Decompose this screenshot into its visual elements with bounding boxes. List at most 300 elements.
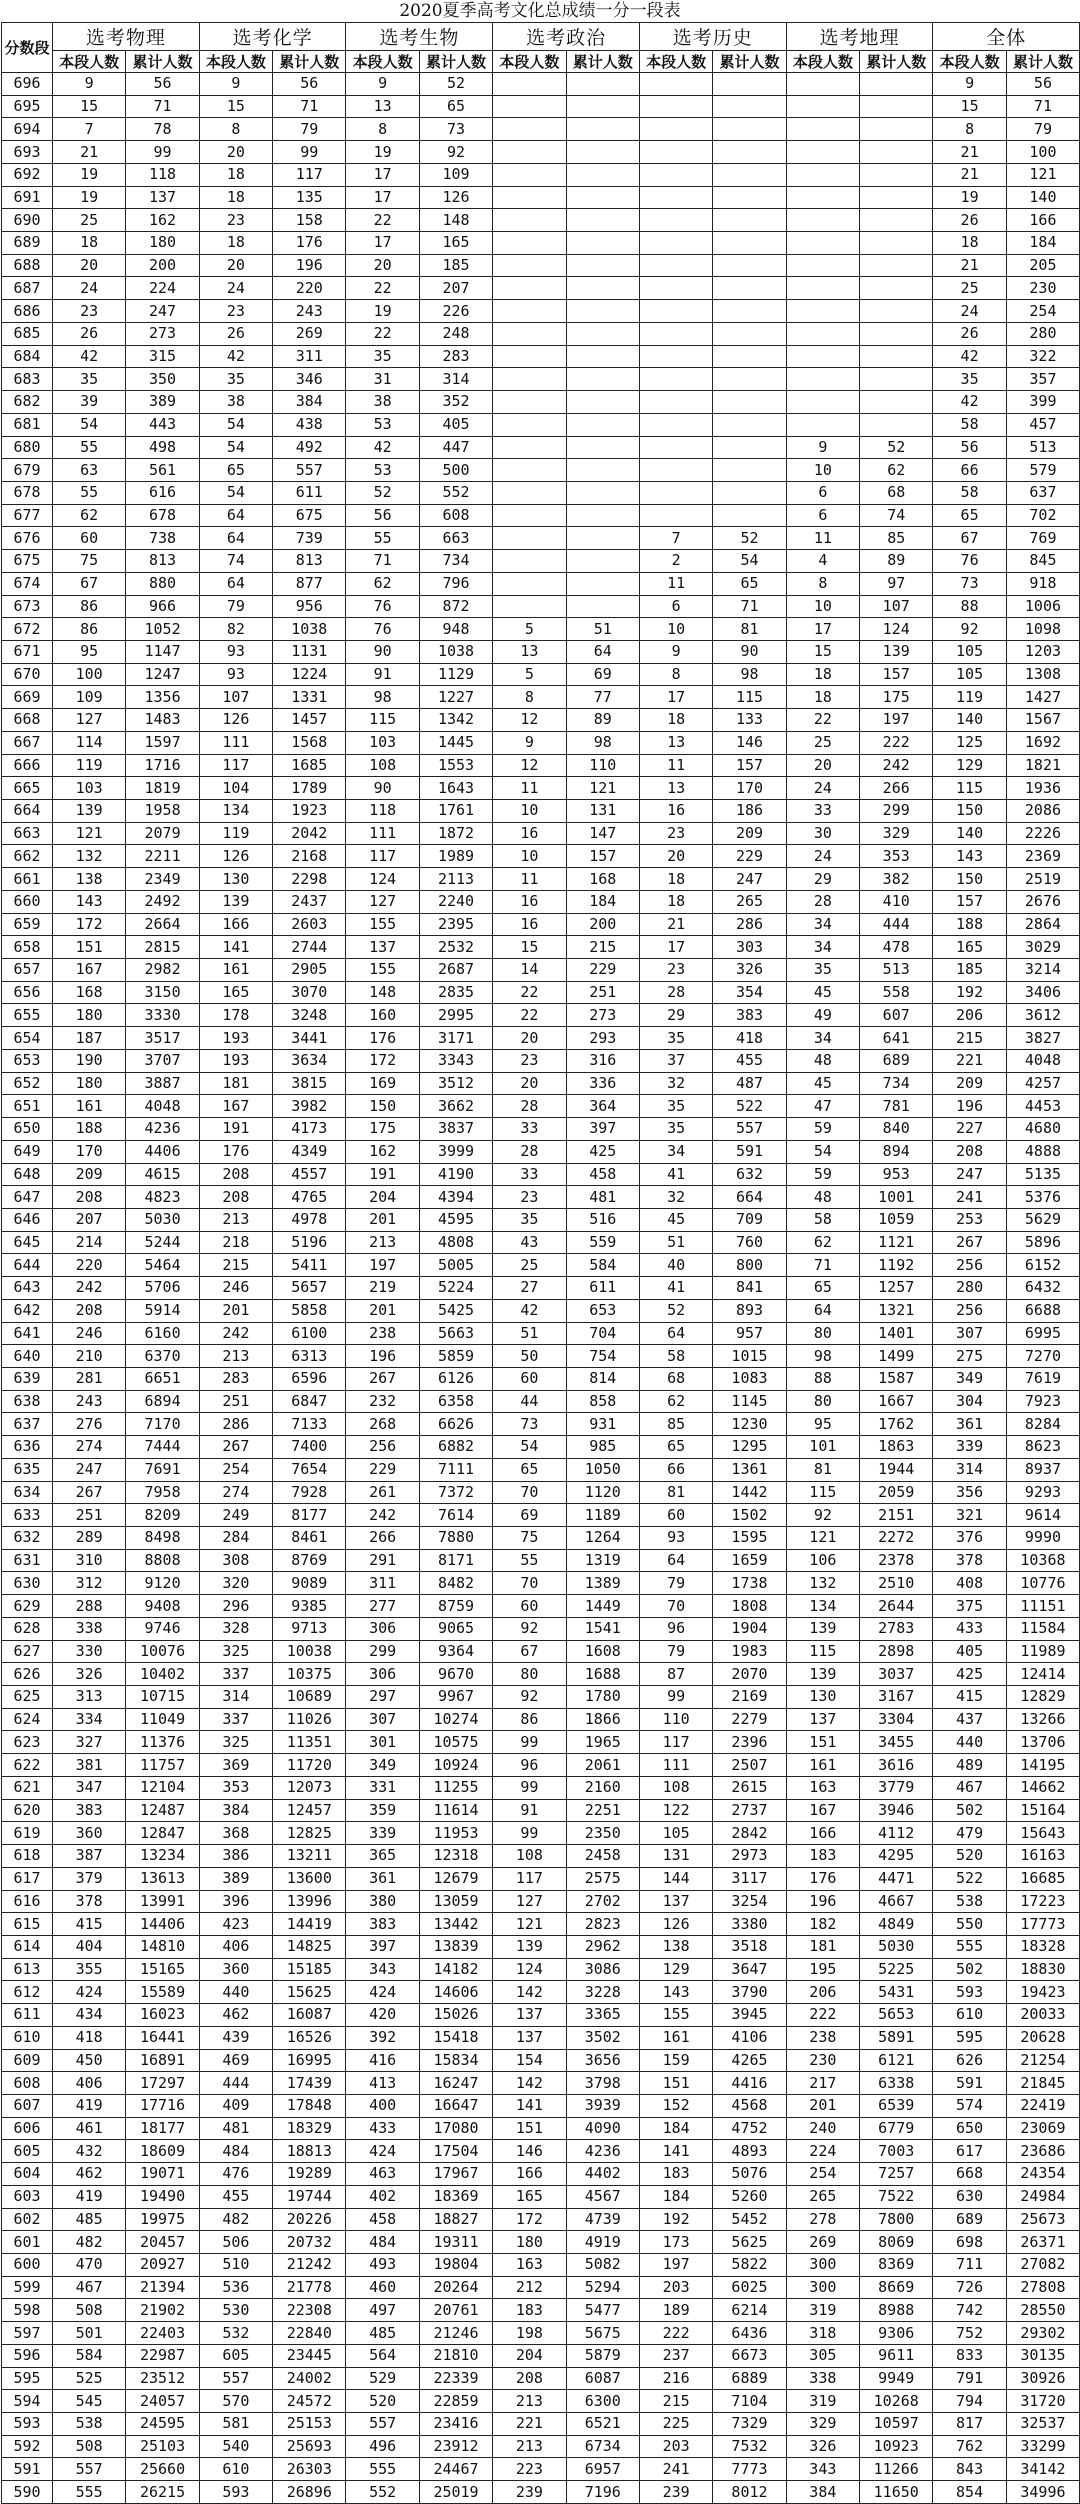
count-cell: 9120: [126, 1572, 199, 1595]
count-cell: 65: [713, 572, 786, 595]
score-cell: 660: [2, 890, 53, 913]
count-cell: 80: [786, 1322, 859, 1345]
count-cell: 10689: [273, 1686, 346, 1709]
score-cell: 690: [2, 209, 53, 232]
count-cell: 25153: [273, 2413, 346, 2436]
count-cell: 154: [493, 2049, 566, 2072]
count-cell: 709: [713, 1208, 786, 1231]
count-cell: 5477: [566, 2299, 639, 2322]
count-cell: 191: [346, 1163, 419, 1186]
count-cell: 100: [53, 663, 126, 686]
count-cell: 17: [639, 686, 712, 709]
count-cell: 196: [933, 1095, 1006, 1118]
count-cell: 115: [933, 777, 1006, 800]
count-cell: 273: [566, 1004, 639, 1027]
count-cell: 241: [933, 1186, 1006, 1209]
count-cell: 297: [346, 1686, 419, 1709]
count-cell: 3945: [713, 2004, 786, 2027]
table-row: [2, 1890, 1080, 1913]
count-cell: 443: [126, 413, 199, 436]
count-cell: 23: [199, 300, 272, 323]
count-cell: 168: [53, 981, 126, 1004]
count-cell: 67: [53, 572, 126, 595]
count-cell: 420: [346, 2004, 419, 2027]
count-cell: 319: [786, 2299, 859, 2322]
count-cell: 137: [493, 2026, 566, 2049]
count-cell: 386: [199, 1845, 272, 1868]
count-cell: 135: [273, 186, 346, 209]
count-cell: 23445: [273, 2344, 346, 2367]
count-cell: 375: [933, 1595, 1006, 1618]
count-cell: 141: [493, 2094, 566, 2117]
count-cell: 1050: [566, 1458, 639, 1481]
count-cell: 18: [199, 232, 272, 255]
count-cell: 197: [639, 2254, 712, 2277]
count-cell: [713, 209, 786, 232]
score-cell: 634: [2, 1481, 53, 1504]
count-cell: 141: [639, 2140, 712, 2163]
table-row: [2, 2344, 1080, 2367]
table-row: [2, 595, 1080, 618]
count-cell: 88: [786, 1367, 859, 1390]
count-cell: 3827: [1006, 1027, 1079, 1050]
count-cell: 147: [566, 822, 639, 845]
count-cell: 82: [199, 618, 272, 641]
score-cell: 605: [2, 2140, 53, 2163]
count-cell: 276: [53, 1413, 126, 1436]
count-cell: 3214: [1006, 959, 1079, 982]
count-cell: 329: [786, 2413, 859, 2436]
count-cell: 1295: [713, 1436, 786, 1459]
count-cell: 5244: [126, 1231, 199, 1254]
count-cell: 144: [639, 1867, 712, 1890]
count-cell: 81: [713, 618, 786, 641]
count-cell: 242: [53, 1277, 126, 1300]
count-cell: 200: [126, 254, 199, 277]
count-cell: 365: [346, 1845, 419, 1868]
table-row: [2, 663, 1080, 686]
count-cell: 19975: [126, 2208, 199, 2231]
count-cell: 1129: [419, 663, 492, 686]
count-cell: 6338: [860, 2072, 933, 2095]
count-cell: 133: [713, 709, 786, 732]
count-cell: 22: [493, 1004, 566, 1027]
count-cell: 93: [639, 1527, 712, 1550]
count-cell: 79: [199, 595, 272, 618]
count-cell: [493, 300, 566, 323]
count-cell: [860, 322, 933, 345]
count-cell: 3815: [273, 1072, 346, 1095]
count-cell: 240: [786, 2117, 859, 2140]
count-cell: 126: [419, 186, 492, 209]
count-cell: 6087: [566, 2367, 639, 2390]
count-cell: 550: [933, 1913, 1006, 1936]
count-cell: [639, 141, 712, 164]
count-cell: 62: [786, 1231, 859, 1254]
count-cell: 6995: [1006, 1322, 1079, 1345]
count-cell: 209: [933, 1072, 1006, 1095]
count-cell: 180: [53, 1072, 126, 1095]
count-cell: 664: [713, 1186, 786, 1209]
table-row: [2, 2049, 1080, 2072]
count-cell: 131: [566, 800, 639, 823]
score-cell: 651: [2, 1095, 53, 1118]
group-header-politics: 选考政治: [493, 23, 640, 51]
score-cell: 677: [2, 504, 53, 527]
count-cell: 1145: [713, 1390, 786, 1413]
score-cell: 633: [2, 1504, 53, 1527]
count-cell: 79: [273, 118, 346, 141]
count-cell: 28: [493, 1140, 566, 1163]
count-cell: 5663: [419, 1322, 492, 1345]
count-cell: 1401: [860, 1322, 933, 1345]
count-cell: [639, 504, 712, 527]
count-cell: 349: [933, 1367, 1006, 1390]
count-cell: 3365: [566, 2004, 639, 2027]
count-cell: 280: [1006, 322, 1079, 345]
count-cell: 482: [199, 2208, 272, 2231]
table-row: [2, 527, 1080, 550]
count-cell: 16: [493, 890, 566, 913]
table-row: [2, 845, 1080, 868]
score-cell: 672: [2, 618, 53, 641]
count-cell: 966: [126, 595, 199, 618]
count-cell: 675: [273, 504, 346, 527]
count-cell: 18: [933, 232, 1006, 255]
count-cell: 4595: [419, 1208, 492, 1231]
count-cell: 107: [860, 595, 933, 618]
table-row: [2, 2481, 1080, 2504]
count-cell: 985: [566, 1436, 639, 1459]
count-cell: 6370: [126, 1345, 199, 1368]
count-cell: 81: [786, 1458, 859, 1481]
count-cell: 77: [566, 686, 639, 709]
count-cell: 11266: [860, 2458, 933, 2481]
count-cell: 25693: [273, 2435, 346, 2458]
count-cell: 1264: [566, 1527, 639, 1550]
count-cell: [860, 254, 933, 277]
count-cell: 469: [199, 2049, 272, 2072]
count-cell: 50: [493, 1345, 566, 1368]
score-cell: 602: [2, 2208, 53, 2231]
count-cell: 8: [346, 118, 419, 141]
count-cell: 74: [860, 504, 933, 527]
count-cell: 218: [199, 1231, 272, 1254]
count-cell: 760: [713, 1231, 786, 1254]
count-cell: 243: [273, 300, 346, 323]
count-cell: [639, 209, 712, 232]
count-cell: 462: [53, 2163, 126, 2186]
table-row: [2, 1208, 1080, 1231]
count-cell: 121: [786, 1527, 859, 1550]
score-distribution-table: [1, 22, 1080, 2504]
count-cell: 71: [126, 95, 199, 118]
score-cell: 679: [2, 459, 53, 482]
count-cell: 455: [199, 2185, 272, 2208]
count-cell: 26: [53, 322, 126, 345]
count-cell: 28: [639, 981, 712, 1004]
count-cell: 2905: [273, 959, 346, 982]
count-cell: 89: [566, 709, 639, 732]
count-cell: 64: [566, 640, 639, 663]
count-cell: [639, 459, 712, 482]
count-cell: 6152: [1006, 1254, 1079, 1277]
count-cell: 14810: [126, 1935, 199, 1958]
count-cell: 38: [346, 391, 419, 414]
count-cell: 109: [53, 686, 126, 709]
count-cell: 306: [346, 1663, 419, 1686]
count-cell: 5629: [1006, 1208, 1079, 1231]
count-cell: 78: [126, 118, 199, 141]
count-cell: [566, 527, 639, 550]
count-cell: 8759: [419, 1595, 492, 1618]
table-row: [2, 1663, 1080, 1686]
count-cell: 438: [273, 413, 346, 436]
count-cell: 18: [786, 686, 859, 709]
count-cell: 880: [126, 572, 199, 595]
count-cell: 918: [1006, 572, 1079, 595]
count-cell: 814: [566, 1367, 639, 1390]
count-cell: 71: [713, 595, 786, 618]
count-cell: 406: [53, 2072, 126, 2095]
count-cell: 241: [639, 2458, 712, 2481]
count-cell: [713, 436, 786, 459]
count-cell: 8069: [860, 2231, 933, 2254]
count-cell: 2676: [1006, 890, 1079, 913]
count-cell: 316: [566, 1049, 639, 1072]
count-cell: 32: [639, 1186, 712, 1209]
score-cell: 621: [2, 1776, 53, 1799]
count-cell: 237: [639, 2344, 712, 2367]
count-cell: 35: [493, 1208, 566, 1231]
table-row: [2, 254, 1080, 277]
count-cell: 201: [786, 2094, 859, 2117]
count-cell: 4978: [273, 1208, 346, 1231]
count-cell: 1038: [273, 618, 346, 641]
count-cell: 6889: [713, 2367, 786, 2390]
count-cell: 1821: [1006, 754, 1079, 777]
count-cell: 14662: [1006, 1776, 1079, 1799]
count-cell: 817: [933, 2413, 1006, 2436]
count-cell: 492: [273, 436, 346, 459]
count-cell: 51: [566, 618, 639, 641]
count-cell: 555: [53, 2481, 126, 2504]
count-cell: 182: [786, 1913, 859, 1936]
count-cell: 2783: [860, 1617, 933, 1640]
count-cell: 274: [53, 1436, 126, 1459]
count-cell: 68: [860, 481, 933, 504]
count-cell: [713, 232, 786, 255]
count-cell: 415: [53, 1913, 126, 1936]
count-cell: 18: [53, 232, 126, 255]
count-cell: 172: [53, 913, 126, 936]
count-cell: 6957: [566, 2458, 639, 2481]
count-cell: 434: [53, 2004, 126, 2027]
count-cell: 106: [786, 1549, 859, 1572]
count-cell: 239: [639, 2481, 712, 2504]
score-cell: 610: [2, 2026, 53, 2049]
count-cell: 167: [786, 1799, 859, 1822]
table-row: [2, 1935, 1080, 1958]
count-cell: 17504: [419, 2140, 492, 2163]
count-cell: [860, 368, 933, 391]
count-cell: 191: [199, 1118, 272, 1141]
count-cell: 689: [860, 1049, 933, 1072]
count-cell: 1587: [860, 1367, 933, 1390]
sub-header-segment-count: 本段人数: [639, 51, 712, 73]
count-cell: 19: [346, 300, 419, 323]
count-cell: 22: [493, 981, 566, 1004]
count-cell: 119: [199, 822, 272, 845]
count-cell: 8769: [273, 1549, 346, 1572]
count-cell: 1866: [566, 1708, 639, 1731]
count-cell: 91: [346, 663, 419, 686]
count-cell: 1445: [419, 731, 492, 754]
count-cell: 8171: [419, 1549, 492, 1572]
count-cell: 93: [199, 640, 272, 663]
table-row: [2, 300, 1080, 323]
count-cell: 23: [493, 1049, 566, 1072]
count-cell: 381: [53, 1754, 126, 1777]
count-cell: 406: [199, 1935, 272, 1958]
count-cell: 5464: [126, 1254, 199, 1277]
count-cell: 184: [1006, 232, 1079, 255]
count-cell: 584: [53, 2344, 126, 2367]
count-cell: 242: [860, 754, 933, 777]
count-cell: 410: [860, 890, 933, 913]
count-cell: 108: [639, 1776, 712, 1799]
count-cell: 119: [933, 686, 1006, 709]
count-cell: 54: [199, 481, 272, 504]
table-row: [2, 141, 1080, 164]
count-cell: 56: [273, 73, 346, 96]
score-cell: 670: [2, 663, 53, 686]
count-cell: 23912: [419, 2435, 492, 2458]
count-cell: 30: [786, 822, 859, 845]
count-cell: 105: [933, 640, 1006, 663]
count-cell: 12825: [273, 1822, 346, 1845]
count-cell: 15625: [273, 1981, 346, 2004]
count-cell: 7104: [713, 2390, 786, 2413]
count-cell: 11584: [1006, 1617, 1079, 1640]
count-cell: 698: [933, 2231, 1006, 2254]
count-cell: 3707: [126, 1049, 199, 1072]
count-cell: 1983: [713, 1640, 786, 1663]
count-cell: 5: [493, 663, 566, 686]
count-cell: 33: [493, 1118, 566, 1141]
count-cell: 383: [713, 1004, 786, 1027]
table-row: [2, 777, 1080, 800]
table-row: [2, 1754, 1080, 1777]
score-cell: 623: [2, 1731, 53, 1754]
count-cell: 493: [346, 2254, 419, 2277]
count-cell: [493, 277, 566, 300]
count-cell: 7372: [419, 1481, 492, 1504]
count-cell: [713, 391, 786, 414]
count-cell: 10038: [273, 1640, 346, 1663]
count-cell: 49: [786, 1004, 859, 1027]
count-cell: 2973: [713, 1845, 786, 1868]
count-cell: 184: [566, 890, 639, 913]
count-cell: 3616: [860, 1754, 933, 1777]
count-cell: 6596: [273, 1367, 346, 1390]
count-cell: 8: [199, 118, 272, 141]
score-cell: 649: [2, 1140, 53, 1163]
score-cell: 687: [2, 277, 53, 300]
count-cell: 6539: [860, 2094, 933, 2117]
score-cell: 600: [2, 2254, 53, 2277]
count-cell: 840: [860, 1118, 933, 1141]
count-cell: 10368: [1006, 1549, 1079, 1572]
count-cell: [786, 118, 859, 141]
count-cell: 360: [53, 1822, 126, 1845]
count-cell: 86: [493, 1708, 566, 1731]
count-cell: 196: [346, 1345, 419, 1368]
count-cell: [713, 186, 786, 209]
count-cell: 734: [419, 550, 492, 573]
count-cell: 357: [1006, 368, 1079, 391]
count-cell: [786, 391, 859, 414]
count-cell: 59: [786, 1118, 859, 1141]
count-cell: [639, 232, 712, 255]
count-cell: 21: [933, 254, 1006, 277]
count-cell: 186: [713, 800, 786, 823]
count-cell: 11953: [419, 1822, 492, 1845]
score-cell: 668: [2, 709, 53, 732]
count-cell: 369: [199, 1754, 272, 1777]
count-cell: 458: [346, 2208, 419, 2231]
count-cell: 58: [933, 481, 1006, 504]
count-cell: 286: [713, 913, 786, 936]
count-cell: 6894: [126, 1390, 199, 1413]
count-cell: 247: [126, 300, 199, 323]
count-cell: 4048: [126, 1095, 199, 1118]
count-cell: 678: [126, 504, 199, 527]
count-cell: 5030: [860, 1935, 933, 1958]
count-cell: 95: [53, 640, 126, 663]
count-cell: 30135: [1006, 2344, 1079, 2367]
score-cell: 639: [2, 1367, 53, 1390]
count-cell: 5879: [566, 2344, 639, 2367]
count-cell: 151: [493, 2117, 566, 2140]
count-cell: 378: [53, 1890, 126, 1913]
count-cell: 238: [346, 1322, 419, 1345]
count-cell: 69: [493, 1504, 566, 1527]
count-cell: 9: [346, 73, 419, 96]
count-cell: 423: [199, 1913, 272, 1936]
count-cell: 6432: [1006, 1277, 1079, 1300]
count-cell: 103: [53, 777, 126, 800]
count-cell: 18328: [1006, 1935, 1079, 1958]
sub-header-segment-count: 本段人数: [786, 51, 859, 73]
count-cell: 98: [346, 686, 419, 709]
table-row: [2, 640, 1080, 663]
count-cell: 4048: [1006, 1049, 1079, 1072]
count-cell: 21845: [1006, 2072, 1079, 2095]
count-cell: 4236: [566, 2140, 639, 2163]
score-cell: 650: [2, 1118, 53, 1141]
count-cell: 2575: [566, 1867, 639, 1890]
count-cell: 124: [860, 618, 933, 641]
count-cell: 359: [346, 1799, 419, 1822]
count-cell: 10776: [1006, 1572, 1079, 1595]
count-cell: [566, 73, 639, 96]
count-cell: 213: [199, 1208, 272, 1231]
count-cell: 197: [346, 1254, 419, 1277]
count-cell: 17297: [126, 2072, 199, 2095]
count-cell: 536: [199, 2276, 272, 2299]
count-cell: 16163: [1006, 1845, 1079, 1868]
